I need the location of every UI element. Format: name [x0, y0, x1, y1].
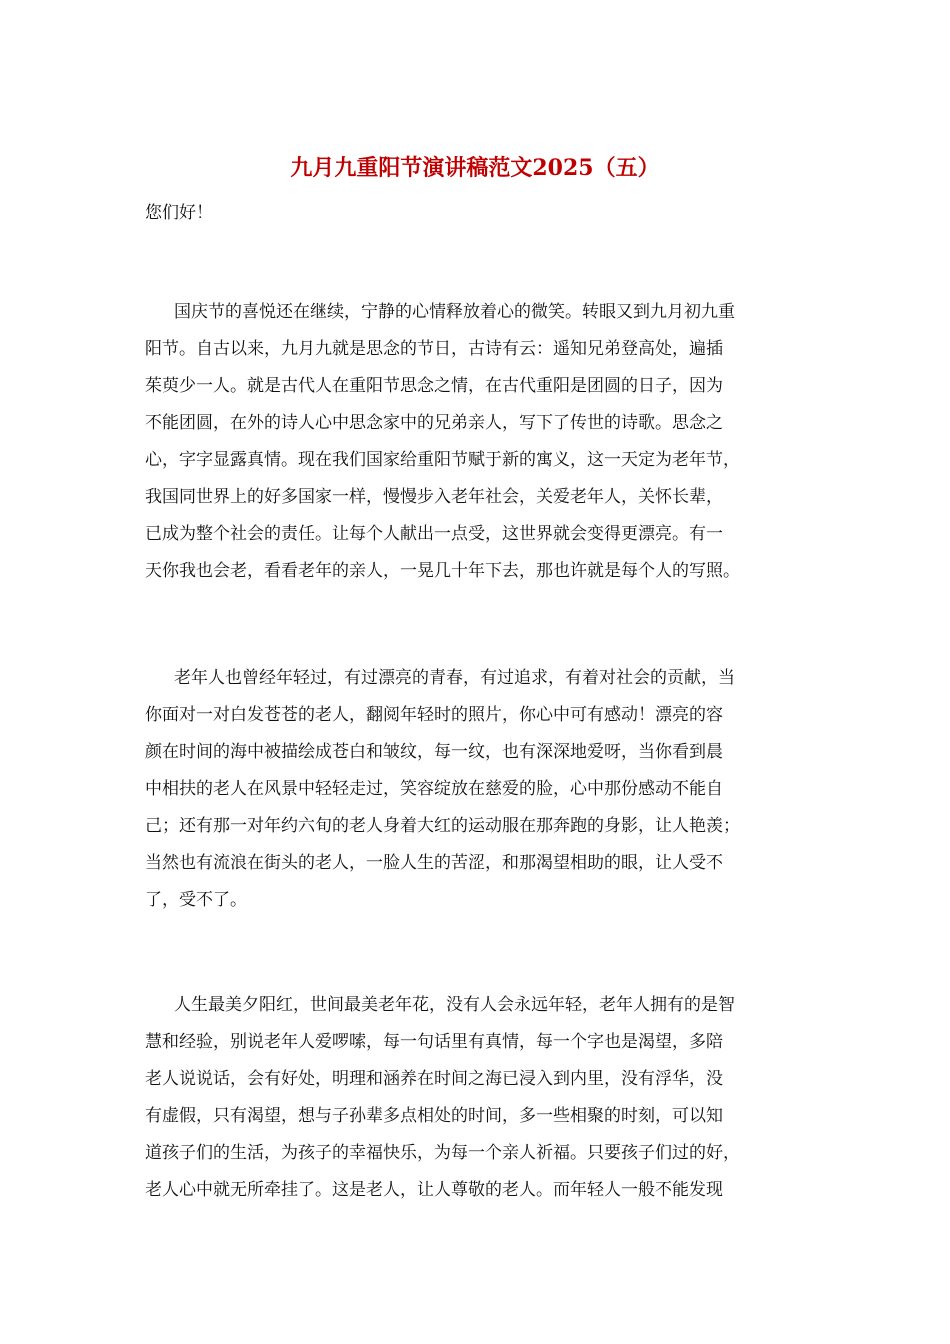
paragraph-line: 了，受不了。 [145, 890, 247, 910]
paragraph-line: 道孩子们的生活，为孩子的幸福快乐，为每一个亲人祈福。只要孩子们过的好， [145, 1143, 740, 1163]
paragraph-line: 老人心中就无所牵挂了。这是老人，让人尊敬的老人。而年轻人一般不能发现 [145, 1180, 723, 1200]
paragraph-line: 慧和经验，别说老年人爱啰嗦，每一句话里有真情，每一个字也是渴望，多陪 [145, 1032, 723, 1052]
paragraph-line: 你面对一对白发苍苍的老人，翻阅年轻时的照片，你心中可有感动！漂亮的容 [145, 705, 723, 725]
paragraph [145, 987, 810, 1209]
paragraph-line: 茱萸少一人。就是古代人在重阳节思念之情，在古代重阳是团圆的日子，因为 [145, 376, 723, 396]
paragraph-line: 不能团圆，在外的诗人心中思念家中的兄弟亲人，写下了传世的诗歌。思念之 [145, 413, 723, 433]
greeting-text: 您们好！ [145, 203, 213, 223]
paragraph-line: 颜在时间的海中被描绘成苍白和皱纹，每一纹，也有深深地爱呀，当你看到晨 [145, 742, 723, 762]
paragraph-line: 老年人也曾经年轻过，有过漂亮的青春，有过追求，有着对社会的贡献，当 [174, 668, 735, 688]
paragraph-line: 已成为整个社会的责任。让每个人献出一点受，这世界就会变得更漂亮。有一 [145, 524, 723, 544]
paragraph-line: 国庆节的喜悦还在继续，宁静的心情释放着心的微笑。转眼又到九月初九重 [174, 302, 735, 322]
paragraph-line: 我国同世界上的好多国家一样，慢慢步入老年社会，关爱老年人，关怀长辈， [145, 487, 723, 507]
paragraph [145, 294, 810, 590]
paragraph-line: 天你我也会老，看看老年的亲人，一晃几十年下去，那也许就是每个人的写照。 [145, 561, 740, 581]
paragraph-line: 老人说说话，会有好处，明理和涵养在时间之海已浸入到内里，没有浮华，没 [145, 1069, 723, 1089]
paragraph-line: 人生最美夕阳红，世间最美老年花，没有人会永远年轻，老年人拥有的是智 [174, 995, 735, 1015]
paragraph-line: 有虚假，只有渴望，想与子孙辈多点相处的时间，多一些相聚的时刻，可以知 [145, 1106, 723, 1126]
paragraph-line: 中相扶的老人在风景中轻轻走过，笑容绽放在慈爱的脸，心中那份感动不能自 [145, 779, 723, 799]
document-title: 九月九重阳节演讲稿范文2025（五） [290, 155, 660, 181]
paragraph-line: 己；还有那一对年约六旬的老人身着大红的运动服在那奔跑的身影，让人艳羡； [145, 816, 740, 836]
paragraph-line: 当然也有流浪在街头的老人，一脸人生的苦涩，和那渴望相助的眼，让人受不 [145, 853, 723, 873]
paragraph [145, 660, 810, 919]
paragraph-line: 阳节。自古以来，九月九就是思念的节日，古诗有云：遥知兄弟登高处，遍插 [145, 339, 723, 359]
paragraph-line: 心，字字显露真情。现在我们国家给重阳节赋于新的寓义，这一天定为老年节， [145, 450, 740, 470]
